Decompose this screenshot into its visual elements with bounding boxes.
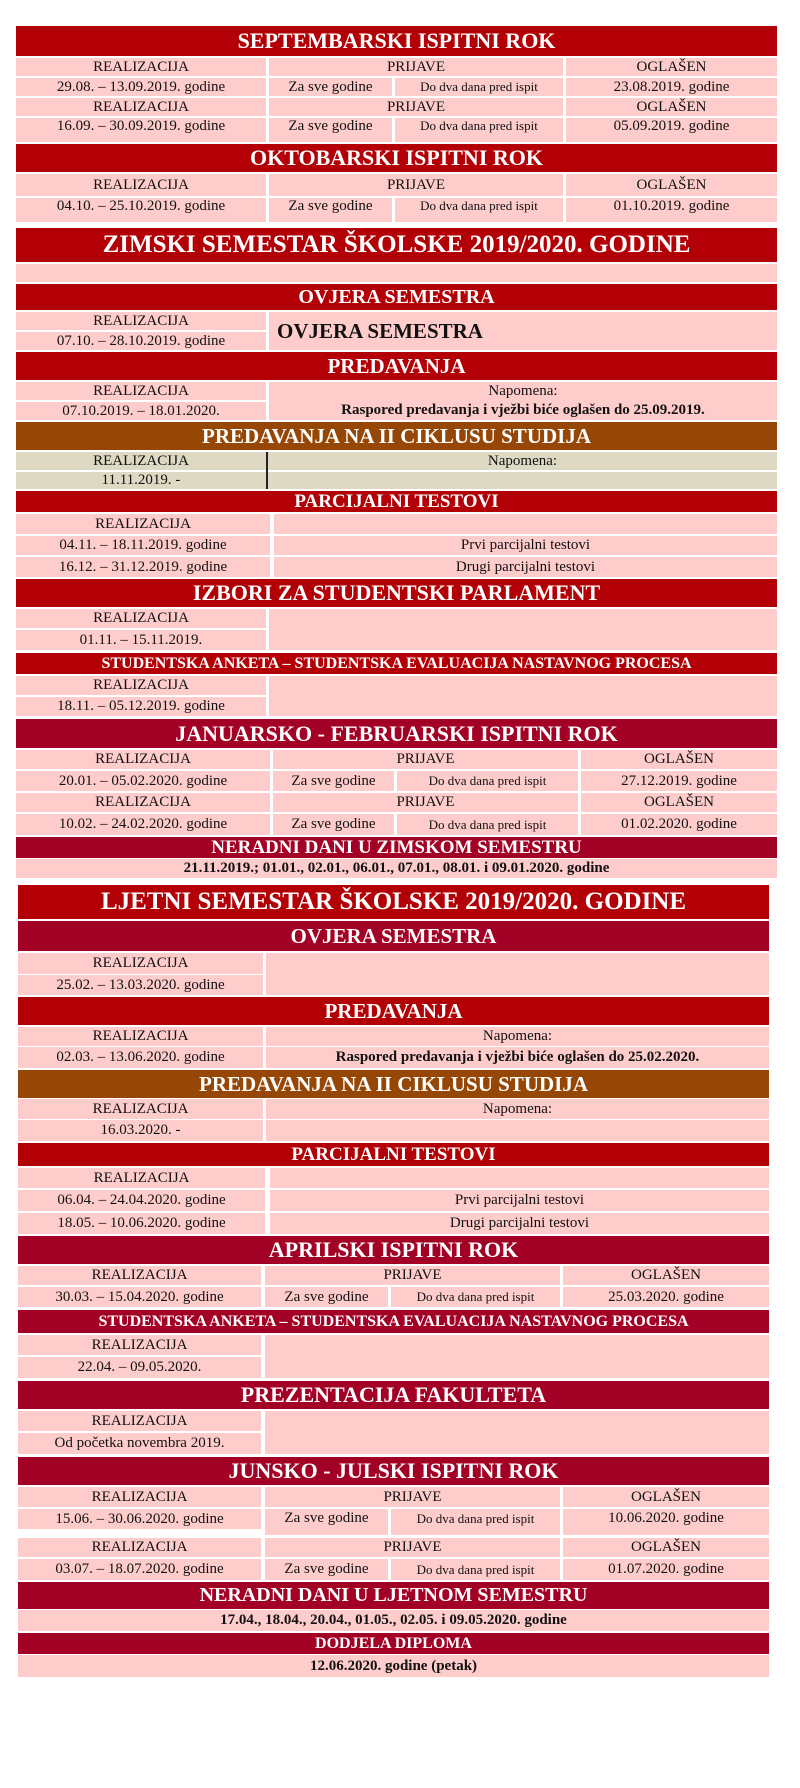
- label-realizacija: REALIZACIJA: [18, 1099, 263, 1119]
- oglasen-date: 10.06.2020. godine: [563, 1509, 769, 1535]
- section-header-anketa: STUDENTSKA ANKETA – STUDENTSKA EVALUACIJA NASTAVNOG PROCESA: [16, 653, 777, 674]
- label-realizacija: REALIZACIJA: [16, 609, 266, 628]
- empty-cell: [265, 1411, 769, 1454]
- label-oglasen: OGLAŠEN: [566, 174, 777, 196]
- label-prijave: PRIJAVE: [265, 1487, 560, 1507]
- section-header-parcijalni: PARCIJALNI TESTOVI: [16, 491, 777, 512]
- section-header-dodjela-diploma: DODJELA DIPLOMA: [18, 1633, 769, 1654]
- section-header-izbori: IZBORI ZA STUDENTSKI PARLAMENT: [16, 579, 777, 607]
- section-header-ii-ciklus: PREDAVANJA NA II CIKLUSU STUDIJA: [18, 1070, 769, 1098]
- label-realizacija: REALIZACIJA: [18, 1168, 265, 1188]
- oglasen-date: 01.10.2019. godine: [566, 198, 777, 222]
- prijave-do-dva: Do dva dana pred ispit: [391, 1509, 560, 1535]
- predavanja-note: Raspored predavanja i vježbi biće oglašen do 25.09.2019.: [269, 400, 777, 420]
- realizacija-date: 07.10.2019. – 18.01.2020.: [16, 402, 266, 420]
- semester-header-zimski: ZIMSKI SEMESTAR ŠKOLSKE 2019/2020. GODINE: [16, 228, 777, 262]
- section-header-prezentacija: PREZENTACIJA FAKULTETA: [18, 1381, 769, 1409]
- section-header-anketa: STUDENTSKA ANKETA – STUDENTSKA EVALUACIJA NASTAVNOG PROCESA: [18, 1310, 769, 1333]
- prijave-za-sve: Za sve godine: [269, 78, 392, 96]
- section-header-predavanja: PREDAVANJA: [18, 997, 769, 1025]
- semester-header-ljetni: LJETNI SEMESTAR ŠKOLSKE 2019/2020. GODINE: [18, 885, 769, 919]
- label-realizacija: REALIZACIJA: [16, 452, 266, 470]
- label-realizacija: REALIZACIJA: [18, 1411, 261, 1431]
- parcijalni-desc: Prvi parcijalni testovi: [274, 536, 777, 555]
- label-realizacija: REALIZACIJA: [18, 953, 263, 974]
- prijave-za-sve: Za sve godine: [273, 771, 394, 791]
- label-prijave: PRIJAVE: [269, 58, 563, 76]
- realizacija-date: 01.11. – 15.11.2019.: [16, 630, 266, 650]
- oglasen-date: 25.03.2020. godine: [563, 1287, 769, 1307]
- prijave-do-dva: Do dva dana pred ispit: [391, 1287, 560, 1307]
- empty-cell: [269, 609, 777, 650]
- realizacija-date: Od početka novembra 2019.: [18, 1433, 261, 1454]
- label-prijave: PRIJAVE: [265, 1266, 560, 1285]
- label-realizacija: REALIZACIJA: [18, 1027, 263, 1046]
- realizacija-date: 16.09. – 30.09.2019. godine: [16, 118, 266, 142]
- prijave-do-dva: Do dva dana pred ispit: [397, 814, 578, 835]
- prijave-za-sve: Za sve godine: [273, 814, 394, 835]
- label-realizacija: REALIZACIJA: [16, 174, 266, 196]
- label-prijave: PRIJAVE: [269, 174, 563, 196]
- prijave-za-sve: Za sve godine: [269, 198, 392, 222]
- label-napomena: Napomena:: [266, 1027, 769, 1046]
- realizacija-date: 16.12. – 31.12.2019. godine: [16, 557, 270, 577]
- realizacija-date: 20.01. – 05.02.2020. godine: [16, 771, 270, 791]
- label-prijave: PRIJAVE: [273, 793, 578, 812]
- prijave-do-dva: Do dva dana pred ispit: [395, 118, 563, 142]
- prijave-za-sve: Za sve godine: [265, 1559, 388, 1580]
- label-oglasen: OGLAŠEN: [566, 98, 777, 116]
- realizacija-date: 06.04. – 24.04.2020. godine: [18, 1190, 265, 1211]
- label-realizacija: REALIZACIJA: [16, 676, 266, 695]
- oglasen-date: 01.02.2020. godine: [581, 814, 777, 835]
- realizacija-date: 18.05. – 10.06.2020. godine: [18, 1213, 265, 1234]
- section-header-junsko-julski: JUNSKO - JULSKI ISPITNI ROK: [18, 1457, 769, 1485]
- realizacija-date: 02.03. – 13.06.2020. godine: [18, 1047, 263, 1068]
- section-header-neradni-zimski: NERADNI DANI U ZIMSKOM SEMESTRU: [16, 837, 777, 858]
- label-realizacija: REALIZACIJA: [18, 1335, 261, 1355]
- label-realizacija: REALIZACIJA: [16, 793, 270, 812]
- label-realizacija: REALIZACIJA: [16, 58, 266, 76]
- neradni-dates: 21.11.2019.; 01.01., 02.01., 06.01., 07.01., 08.01. i 09.01.2020. godine: [16, 859, 777, 878]
- ciklus-note-empty: [268, 472, 777, 489]
- label-realizacija: REALIZACIJA: [16, 514, 270, 534]
- realizacija-date: 04.10. – 25.10.2019. godine: [16, 198, 266, 222]
- label-realizacija: REALIZACIJA: [18, 1487, 261, 1507]
- section-header-septembarski: SEPTEMBARSKI ISPITNI ROK: [16, 26, 777, 56]
- parcijalni-desc: Drugi parcijalni testovi: [274, 557, 777, 577]
- prijave-do-dva: Do dva dana pred ispit: [395, 198, 563, 222]
- ciklus-note-empty: [266, 1120, 769, 1141]
- label-prijave: PRIJAVE: [273, 750, 578, 769]
- label-oglasen: OGLAŠEN: [563, 1266, 769, 1285]
- section-header-predavanja: PREDAVANJA: [16, 352, 777, 380]
- label-oglasen: OGLAŠEN: [566, 58, 777, 76]
- section-header-neradni-ljetni: NERADNI DANI U LJETNOM SEMESTRU: [18, 1582, 769, 1609]
- oglasen-date: 27.12.2019. godine: [581, 771, 777, 791]
- prijave-do-dva: Do dva dana pred ispit: [397, 771, 578, 791]
- empty-cell: [269, 676, 777, 716]
- section-header-ovjera: OVJERA SEMESTRA: [18, 921, 769, 951]
- label-oglasen: OGLAŠEN: [563, 1487, 769, 1507]
- label-realizacija: REALIZACIJA: [16, 750, 270, 769]
- realizacija-date: 25.02. – 13.03.2020. godine: [18, 975, 263, 995]
- oglasen-date: 23.08.2019. godine: [566, 78, 777, 96]
- realizacija-date: 11.11.2019. -: [16, 472, 266, 489]
- realizacija-date: 29.08. – 13.09.2019. godine: [16, 78, 266, 96]
- realizacija-date: 18.11. – 05.12.2019. godine: [16, 697, 266, 716]
- empty-cell: [270, 1168, 769, 1188]
- section-header-ovjera: OVJERA SEMESTRA: [16, 284, 777, 310]
- realizacija-date: 04.11. – 18.11.2019. godine: [16, 536, 270, 555]
- diploma-date: 12.06.2020. godine (petak): [18, 1655, 769, 1677]
- parcijalni-desc: Prvi parcijalni testovi: [270, 1190, 769, 1211]
- prijave-za-sve: Za sve godine: [265, 1509, 388, 1535]
- section-header-aprilski: APRILSKI ISPITNI ROK: [18, 1236, 769, 1264]
- realizacija-date: 03.07. – 18.07.2020. godine: [18, 1559, 261, 1580]
- prijave-za-sve: Za sve godine: [265, 1287, 388, 1307]
- label-napomena: Napomena:: [269, 382, 777, 400]
- section-header-parcijalni: PARCIJALNI TESTOVI: [18, 1143, 769, 1166]
- prijave-do-dva: Do dva dana pred ispit: [395, 78, 563, 96]
- prijave-za-sve: Za sve godine: [269, 118, 392, 142]
- empty-cell: [274, 514, 777, 534]
- realizacija-date: 07.10. – 28.10.2019. godine: [16, 332, 266, 350]
- oglasen-date: 05.09.2019. godine: [566, 118, 777, 142]
- neradni-dates: 17.04., 18.04., 20.04., 01.05., 02.05. i 09.05.2020. godine: [18, 1610, 769, 1631]
- label-napomena: Napomena:: [266, 1099, 769, 1119]
- label-prijave: PRIJAVE: [265, 1538, 560, 1557]
- realizacija-date: 10.02. – 24.02.2020. godine: [16, 814, 270, 835]
- section-header-ii-ciklus: PREDAVANJA NA II CIKLUSU STUDIJA: [16, 422, 777, 450]
- empty-cell: [265, 1335, 769, 1378]
- prijave-do-dva: Do dva dana pred ispit: [391, 1559, 560, 1580]
- parcijalni-desc: Drugi parcijalni testovi: [270, 1213, 769, 1234]
- label-oglasen: OGLAŠEN: [581, 750, 777, 769]
- predavanja-note: Raspored predavanja i vježbi biće oglašen do 25.02.2020.: [266, 1047, 769, 1068]
- section-header-januarsko-februarski: JANUARSKO - FEBRUARSKI ISPITNI ROK: [16, 719, 777, 748]
- label-realizacija: REALIZACIJA: [18, 1266, 261, 1285]
- realizacija-date: 30.03. – 15.04.2020. godine: [18, 1287, 261, 1307]
- label-oglasen: OGLAŠEN: [581, 793, 777, 812]
- blank-row: [16, 264, 777, 282]
- realizacija-date: 22.04. – 09.05.2020.: [18, 1357, 261, 1378]
- label-realizacija: REALIZACIJA: [16, 382, 266, 400]
- label-oglasen: OGLAŠEN: [563, 1538, 769, 1557]
- realizacija-date: 15.06. – 30.06.2020. godine: [18, 1509, 261, 1529]
- oglasen-date: 01.07.2020. godine: [563, 1559, 769, 1580]
- label-realizacija: REALIZACIJA: [16, 312, 266, 330]
- label-napomena: Napomena:: [268, 452, 777, 470]
- section-header-oktobarski: OKTOBARSKI ISPITNI ROK: [16, 144, 777, 172]
- realizacija-date: 16.03.2020. -: [18, 1120, 263, 1141]
- ovjera-note: OVJERA SEMESTRA: [269, 312, 777, 350]
- label-realizacija: REALIZACIJA: [16, 98, 266, 116]
- empty-cell: [266, 953, 769, 995]
- label-prijave: PRIJAVE: [269, 98, 563, 116]
- label-realizacija: REALIZACIJA: [18, 1538, 261, 1557]
